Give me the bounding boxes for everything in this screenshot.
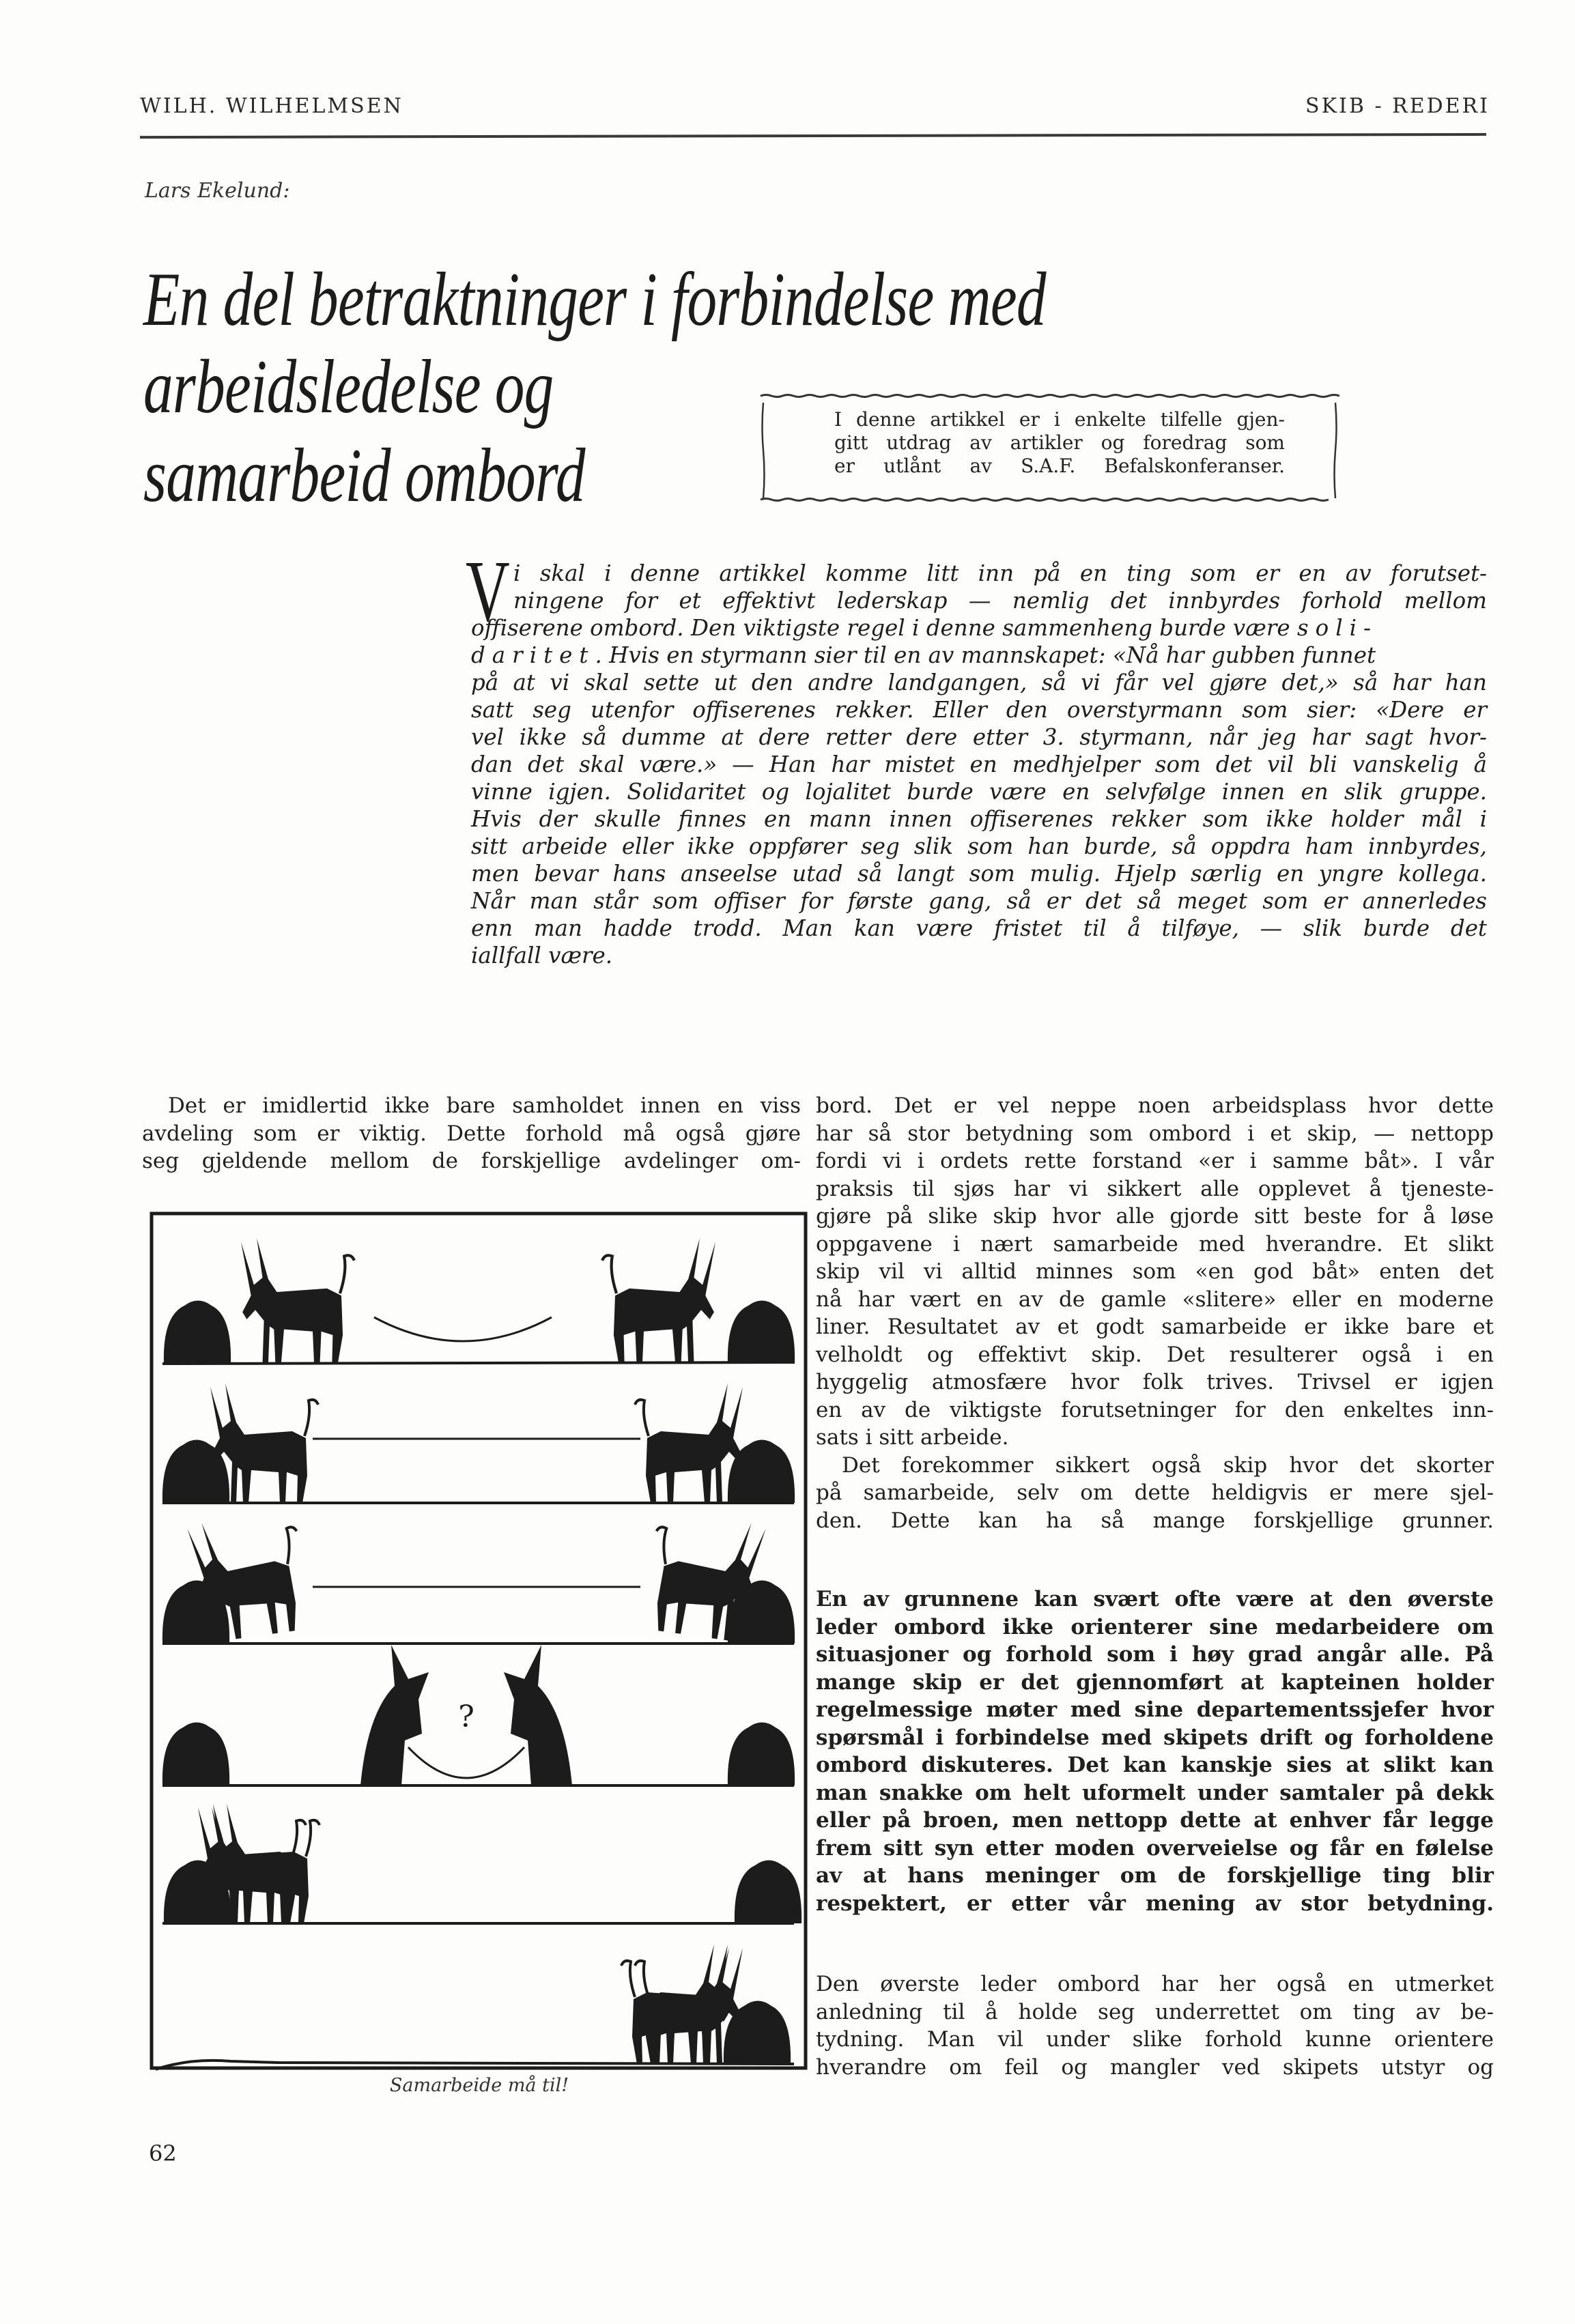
question-mark: ? [458, 1699, 474, 1734]
body-line: Den øverste leder ombord har her også en utmerket [816, 1972, 1494, 1996]
body-line: Det forekommer sikkert også skip hvor det skorter [842, 1452, 1494, 1478]
intro-line: vel ikke så dumme at dere retter dere etter 3. styrmann, når jeg har sagt hvor- [471, 724, 1487, 750]
donkey-icon [360, 1645, 429, 1785]
intro-emphasis: daritet [471, 642, 595, 668]
left-column-text [142, 1092, 801, 1175]
donkey-cooperation-cartoon [149, 1208, 810, 2075]
body-line: mange skip er det gjennomført at kapteinen holder [816, 1669, 1494, 1695]
body-line: oppgavene i nært samarbeide med hverandre. Et slikt [816, 1231, 1494, 1257]
cartoon-frame [152, 1214, 806, 2068]
body-line: ombord diskuteres. Det kan kanskje sies at slikt kan [816, 1753, 1494, 1777]
running-header-publication: WILH. WILHELMSEN [140, 94, 403, 118]
intro-line: enn man hadde trodd. Man kan være fristet til å tilføye, — slik burde det [471, 915, 1487, 941]
donkey-icon [241, 1238, 354, 1364]
intro-line: satt seg utenfor offiserenes rekker. Eller den overstyrmann som sier: «Dere er [471, 697, 1487, 723]
page-number: 62 [149, 2140, 177, 2166]
note-line: I denne artikkel er i enkelte tilfelle gjen- [834, 408, 1285, 431]
donkey-icon [635, 1383, 743, 1503]
intro-line: sitt arbeide eller ikke oppfører seg slik som han burde, så oppdra ham innbyrdes, [471, 833, 1487, 859]
body-line: eller på broen, men nettopp dette at enhver får legge [816, 1808, 1494, 1833]
body-line: skip vil vi alltid minnes som «en god båt» enten det [816, 1259, 1494, 1284]
right-column-final-paragraph [816, 1970, 1494, 2081]
body-line: tydning. Man vil under slike forhold kunne orientere [816, 2027, 1494, 2052]
cartoon-caption: Samarbeide må til! [389, 2075, 569, 2096]
header-rule [140, 133, 1486, 139]
title-line: En del betraktninger i forbindelse med arbeidsledelse og [143, 257, 1046, 429]
haystack-icon [728, 1301, 795, 1364]
rope [374, 1317, 552, 1341]
body-line: hverandre om feil og mangler ved skipets utstyr og [816, 2054, 1494, 2080]
body-line: på samarbeide, selv om dette heldigvis er mere sjel- [816, 1480, 1494, 1505]
running-header-section: SKIB - REDERI [1305, 94, 1490, 118]
body-line: liner. Resultatet av et godt samarbeide er ikke bare et [816, 1315, 1494, 1339]
author-byline: Lars Ekelund: [145, 179, 290, 203]
body-line: den. Dette kan ha så mange forskjellige grunner. [816, 1508, 1494, 1533]
cartoon-panel-4 [162, 1645, 795, 1785]
body-line: har så stor betydning som ombord i et skip, — nettopp [816, 1121, 1494, 1146]
intro-line: på at vi skal sette ut den andre landgangen, så vi får vel gjøre det,» så har han [471, 670, 1487, 695]
body-line: fordi vi i ordets rette forstand «er i samme båt». I vår [816, 1149, 1494, 1173]
cartoon-panel-1 [162, 1238, 795, 1364]
source-note-box [759, 382, 1339, 505]
body-line: regelmessige møter med sine departementssjefer hvor [816, 1697, 1494, 1722]
intro-line: iallfall være. [471, 943, 613, 969]
body-line: man snakke om helt uformelt under samtaler på dekk [816, 1780, 1494, 1805]
donkey-icon [602, 1238, 715, 1364]
haystack-icon [164, 1301, 231, 1364]
note-line: er utlånt av S.A.F. Befalskonferanser. [834, 455, 1285, 477]
right-column-bold-paragraph [816, 1586, 1494, 1917]
body-line: anledning til å holde seg underrettet om ting av be- [816, 1999, 1494, 2024]
intro-line: Når man står som offiser for første gang, så er det så meget som er annerledes [471, 888, 1487, 914]
body-line: leder ombord ikke orienterer sine medarbeidere om [816, 1614, 1494, 1639]
haystack-icon [728, 1723, 795, 1786]
intro-line: dan det skal være.» — Han har mistet en medhjelper som det vil bli vanskelig å [471, 751, 1487, 777]
intro-line: Hvis der skulle finnes en mann innen offiserenes rekker som ikke holder mål i [471, 806, 1487, 832]
cartoon-panel-5 [162, 1804, 801, 1923]
intro-line: men bevar hans anseelse utad så langt som mulig. Hjelp særlig en yngre kollega. [471, 861, 1487, 887]
body-line: sats i sitt arbeide. [816, 1425, 1009, 1450]
body-line: respektert, er etter vår mening av stor betydning. [816, 1891, 1494, 1916]
right-column-text [816, 1092, 1494, 1534]
body-line: bord. Det er vel neppe noen arbeidsplass hvor dette [816, 1093, 1494, 1118]
body-line: seg gjeldende mellom de forskjellige avdelinger om- [142, 1149, 801, 1173]
note-line: gitt utdrag av artikler og foredrag som [834, 431, 1285, 454]
intro-text: . Hvis en styrmann sier til en av mannskapet: «Nå har gubben funnet [595, 642, 1376, 668]
body-line: En av grunnene kan svært ofte være at den øverste [816, 1587, 1494, 1611]
source-note-text [834, 408, 1285, 478]
haystack-icon [162, 1723, 229, 1786]
body-line: Det er imidlertid ikke bare samholdet innen en viss [168, 1093, 801, 1118]
title-line: samarbeid ombord [143, 433, 585, 518]
body-line: praksis til sjøs har vi sikkert alle opplevet å tjeneste- [816, 1176, 1494, 1201]
intro-line: ningene for et effektivt lederskap — nemlig det innbyrdes forhold mellom [513, 588, 1487, 614]
body-line: situasjoner og forhold som i høy grad angår alle. På [816, 1642, 1494, 1667]
body-line: frem sitt syn etter moden overveielse og får en følelse [816, 1835, 1494, 1861]
body-line: av at hans meninger om de forskjellige ting blir [816, 1863, 1494, 1888]
intro-line: i skal i denne artikkel komme litt inn på en ting som er en av forutset- [513, 560, 1487, 586]
intro-line [471, 614, 1487, 642]
body-line: hyggelig atmosfære hvor folk trives. Trivsel er igjen [816, 1370, 1494, 1394]
body-line: velholdt og effektivt skip. Det resulterer også i en [816, 1342, 1494, 1367]
body-line: avdeling som er viktig. Dette forhold må også gjøre [142, 1121, 801, 1146]
cartoon-panel-6 [156, 1945, 794, 2069]
drop-cap: V [466, 543, 510, 640]
intro-paragraph [471, 560, 1487, 969]
rope [408, 1747, 524, 1778]
intro-line [471, 642, 1487, 669]
intro-text: offiserene ombord. Den viktigste regel i denne sammenheng burde være [471, 615, 1290, 641]
body-line: nå har vært en av de gamle «slitere» eller en moderne [816, 1287, 1494, 1312]
cartoon-panel-2 [162, 1383, 795, 1503]
cartoon-panel-3 [162, 1510, 795, 1644]
haystack-icon [735, 1861, 801, 1924]
body-line: en av de viktigste forutsetninger for den enkeltes inn- [816, 1397, 1494, 1422]
body-line: spørsmål i forbindelse med skipets drift og forholdene [816, 1725, 1494, 1750]
body-line: gjøre på slike skip hvor alle gjorde sitt beste for å løse [816, 1204, 1494, 1229]
intro-emphasis: soli- [1296, 615, 1378, 641]
intro-line: vinne igjen. Solidaritet og lojalitet burde være en selvfølge innen en slik gruppe. [471, 779, 1487, 805]
donkey-icon [504, 1645, 572, 1785]
